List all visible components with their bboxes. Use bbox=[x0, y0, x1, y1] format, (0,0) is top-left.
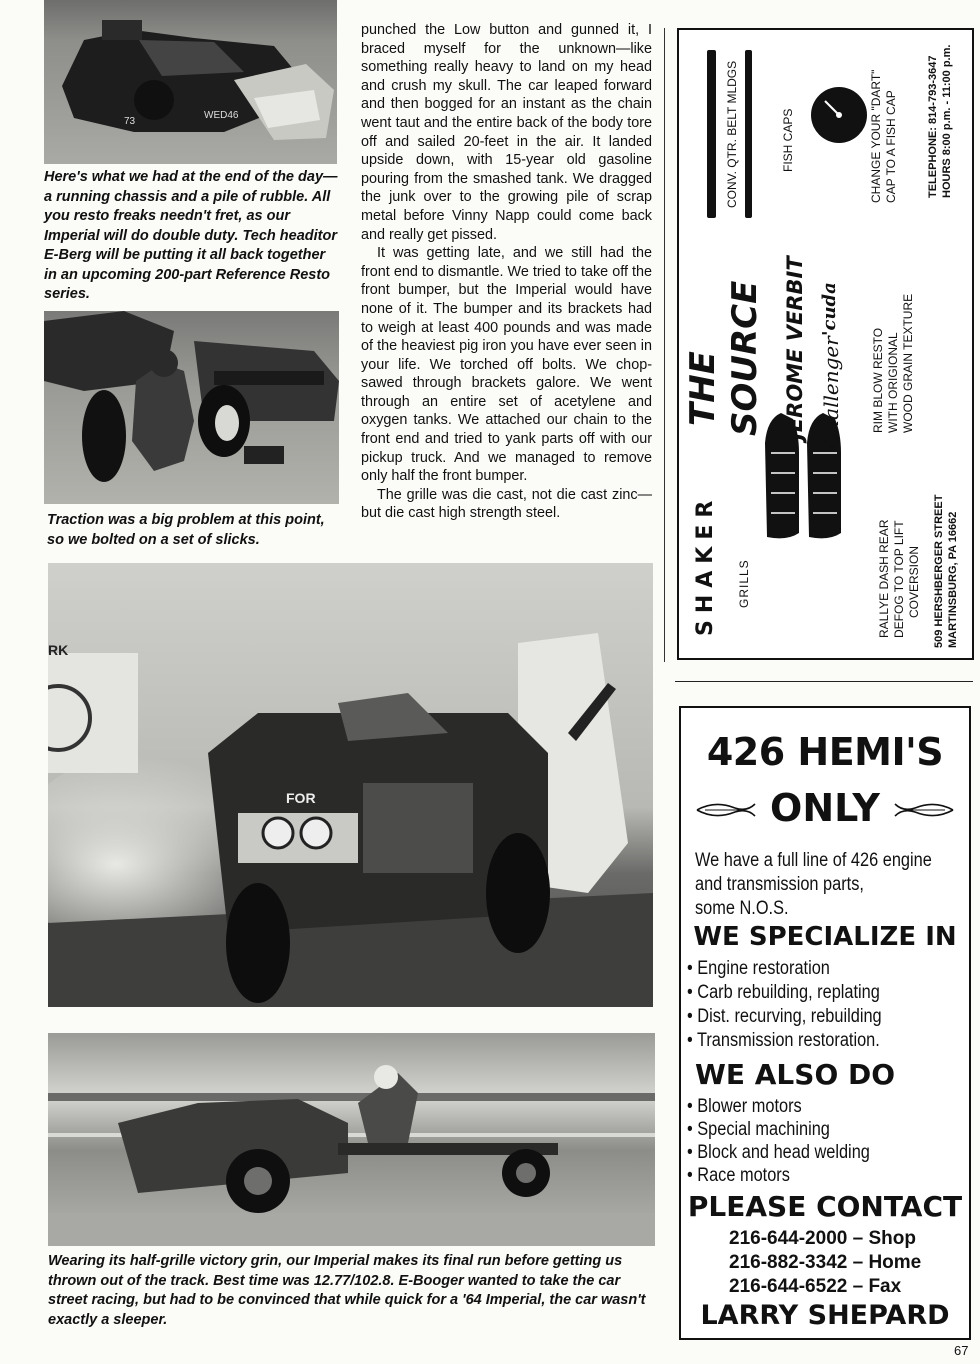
hemi-specialize-item: • Dist. recurving, rebuilding bbox=[687, 1006, 882, 1027]
hemi-only: ONLY bbox=[770, 786, 880, 830]
ad-source-address-2: MARTINSBURG, PA 16662 bbox=[947, 511, 959, 648]
hemi-also-item: • Blower motors bbox=[687, 1096, 802, 1117]
ad-the-source bbox=[677, 28, 974, 660]
hemi-intro-3: some N.O.S. bbox=[695, 898, 789, 919]
photo-burnout bbox=[48, 563, 653, 1007]
photo-sign-text: RK bbox=[48, 642, 69, 658]
photo-wrecked-body bbox=[44, 0, 337, 164]
ad-source-source: SOURCE bbox=[725, 280, 765, 436]
belt-molding-icon bbox=[707, 50, 716, 218]
photo-door-text: FOR bbox=[286, 790, 316, 806]
ad-source-challenger: Challenger bbox=[819, 336, 843, 448]
photo-car-number: 73 bbox=[124, 116, 136, 127]
belt-molding-icon bbox=[745, 50, 752, 218]
hemi-specialize-item: • Transmission restoration. bbox=[687, 1030, 880, 1051]
hemi-name: LARRY SHEPARD bbox=[700, 1300, 950, 1331]
ad-source-rim-1: RIM BLOW RESTO bbox=[871, 327, 885, 433]
pinstripe-right-icon bbox=[893, 796, 955, 824]
hemi-contact-heading: PLEASE CONTACT bbox=[687, 1190, 963, 1223]
article-body bbox=[361, 21, 652, 523]
hemi-specialize-item: • Engine restoration bbox=[687, 958, 830, 979]
caption-bottom-photo: Wearing its half-grille victory grin, our Imperial makes its final run before getting us thrown out of the track. Best time was 12.77/102.8. E-Booger wanted to take the car street racing, but had to be convinced that while quick for a '64 Imperial, the car wasn't exactly a sleeper. bbox=[48, 1253, 646, 1328]
article-paragraph: It was getting late, and we still had the front end to dismantle. We tried to take off the front bumper, but the Imperial would have none of it. The bumper and its brackets had to weigh at least 400 pounds and was made of the heaviest pig iron you have ever seen in your life. We torched off bolts. We chop-sawed through brackets galore. We went through an entire set of acetylene and oxygen tanks. We attached our chain to the front end and tried to yank parts off with our pickup truck. And we managed to remove only half the front bumper. bbox=[361, 245, 652, 485]
column-divider bbox=[664, 28, 665, 662]
caption-top-photo: Here's what we had at the end of the day—a running chassis and a pile of rubble. All you resto freaks needn't fret, as our Imperial will do double duty. Tech headitor E-Berg will be putting it all back together in an upcoming 200-part Reference Resto series. bbox=[44, 169, 338, 302]
ad-source-rim-3: WOOD GRAIN TEXTURE bbox=[901, 293, 915, 433]
ad-source-rotated-layout bbox=[679, 30, 972, 658]
ad-source-rim-2: WITH ORIGIONAL bbox=[886, 332, 900, 433]
ad-source-rallye-1: RALLYE DASH REAR bbox=[877, 519, 891, 638]
ad-source-change-1: CHANGE YOUR "DART" bbox=[869, 69, 883, 203]
hemi-also-item: • Block and head welding bbox=[687, 1142, 870, 1163]
hemi-phone-fax: 216-644-6522 – Fax bbox=[729, 1276, 902, 1297]
ad-source-grills: GRILLS bbox=[737, 559, 751, 608]
ad-source-fish-caps: FISH CAPS bbox=[781, 108, 795, 172]
ad-source-hours: HOURS 8:00 p.m. - 11:00 p.m. bbox=[941, 44, 953, 198]
ad-divider bbox=[675, 681, 973, 682]
hemi-phone-shop: 216-644-2000 – Shop bbox=[729, 1228, 916, 1249]
page-number: 67 bbox=[954, 1343, 969, 1358]
ad-426-hemis bbox=[679, 706, 971, 1340]
caption-slicks-photo: Traction was a big problem at this point, so we bolted on a set of slicks. bbox=[47, 512, 325, 548]
hemi-also-item: • Race motors bbox=[687, 1165, 790, 1186]
ad-source-shaker: SHAKER bbox=[693, 493, 718, 636]
ad-source-change-2: CAP TO A FISH CAP bbox=[884, 90, 898, 203]
hemi-also-item: • Special machining bbox=[687, 1119, 830, 1140]
hemi-phone-home: 216-882-3342 – Home bbox=[729, 1252, 922, 1273]
article-paragraph: punched the Low button and gunned it, I braced myself for the unknown—like something really heavy to land on my head and crush my skull. The car leaped forward and then bogged for an instant as the chain went taut and the entire back of the body tore off and sailed 20-feet in the air. It landed upside down, with 15-year old gasoline pouring from the smashed tank. We dragged the junk over to the growing pile of scrap metal before Vinny Napp could come back and really get pissed. bbox=[361, 22, 652, 243]
ad-source-rallye-2: DEFOG TO TOP LIFT bbox=[892, 520, 906, 638]
photo-chassis-run bbox=[48, 1033, 655, 1246]
photo-license-plate: WED46 bbox=[204, 110, 239, 121]
ad-source-the: THE bbox=[683, 351, 723, 426]
article-paragraph: The grille was die cast, not die cast zinc—but die cast high strength steel. bbox=[361, 486, 652, 522]
ad-source-telephone: TELEPHONE: 814-793-3647 bbox=[927, 55, 939, 198]
hemi-also-heading: WE ALSO DO bbox=[695, 1058, 896, 1091]
photo-mounting-slicks bbox=[44, 311, 339, 504]
hemi-title: 426 HEMI'S bbox=[706, 730, 944, 774]
ad-source-jerome: JEROME VERBIT bbox=[783, 256, 807, 440]
ad-source-rallye-3: COVERSION bbox=[907, 545, 921, 618]
hemi-specialize-heading: WE SPECIALIZE IN bbox=[693, 922, 957, 952]
ad-source-address-1: 509 HERSHBERGER STREET bbox=[933, 494, 945, 648]
ad-source-belt: CONV. QTR. BELT MLDGS bbox=[725, 60, 739, 208]
hemi-specialize-item: • Carb rebuilding, replating bbox=[687, 982, 880, 1003]
hemi-intro-2: and transmission parts, bbox=[695, 874, 864, 895]
ad-source-cuda: 'cuda bbox=[819, 282, 840, 336]
hemi-intro-1: We have a full line of 426 engine bbox=[695, 850, 932, 871]
fish-cap-icon bbox=[809, 85, 869, 145]
